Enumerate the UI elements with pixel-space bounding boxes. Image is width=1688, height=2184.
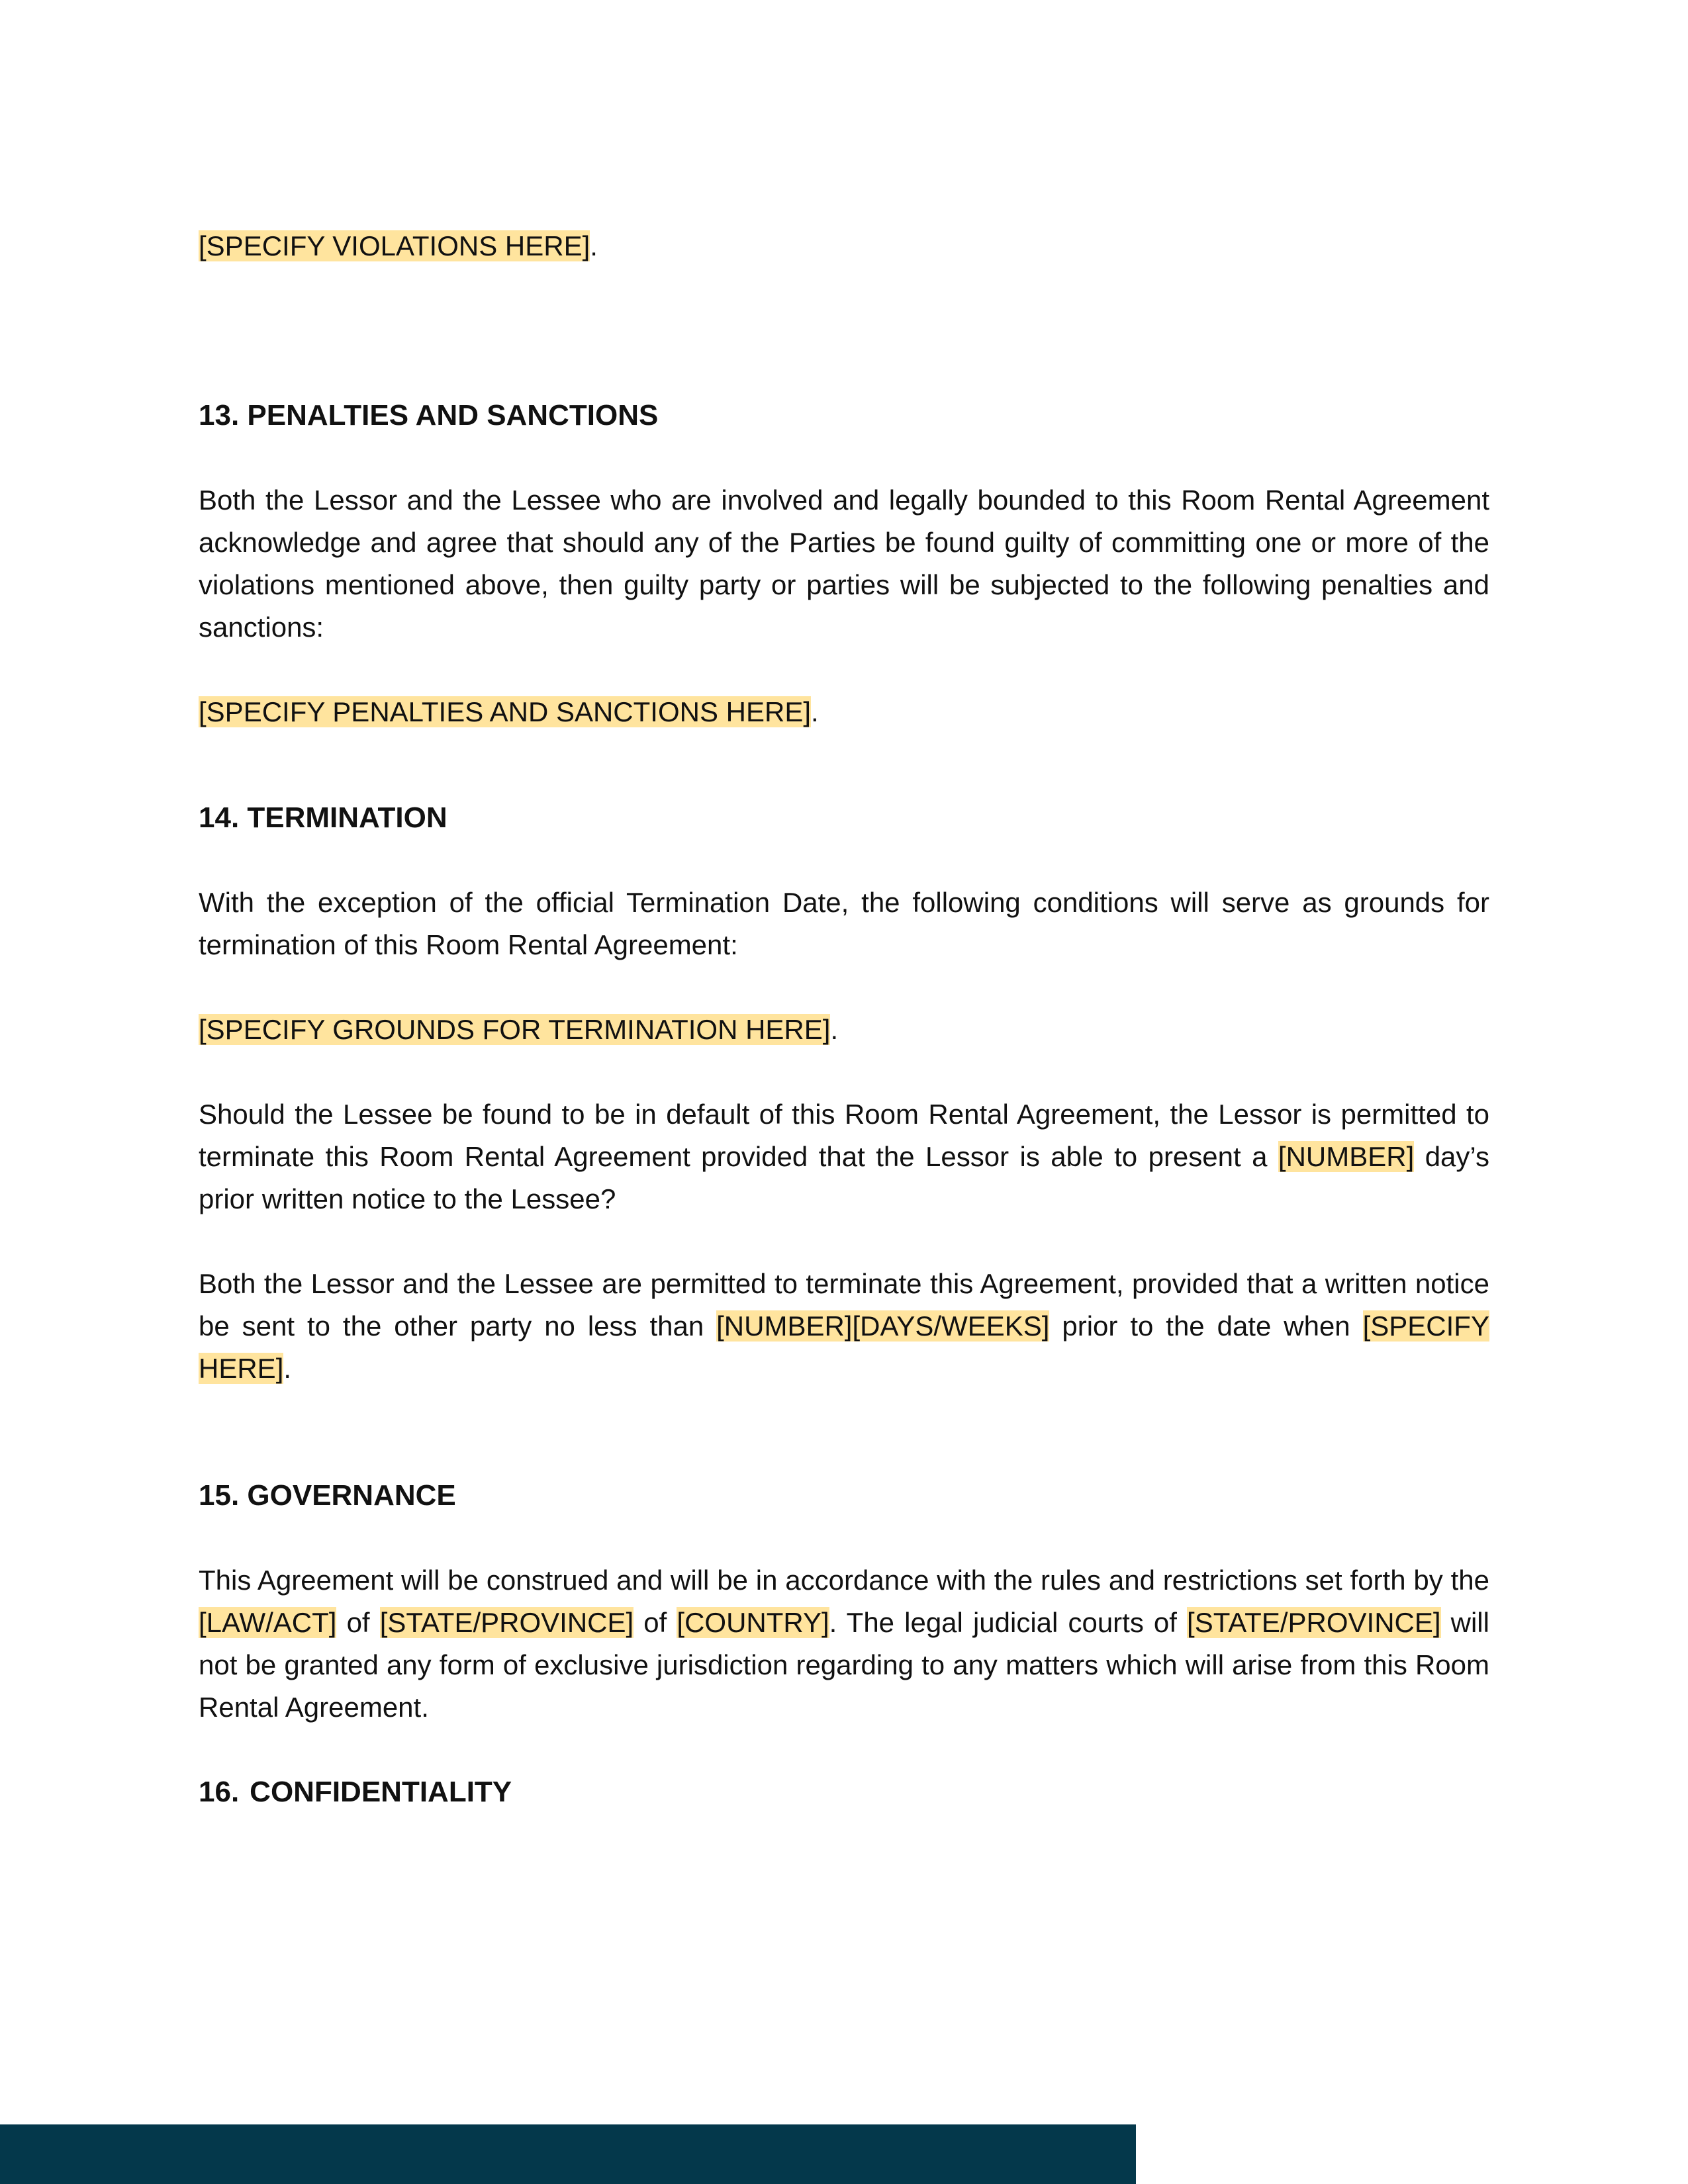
penalties-placeholder-paragraph (199, 691, 1489, 733)
period: . (830, 1014, 839, 1045)
placeholder-number: [NUMBER] (1278, 1141, 1415, 1172)
placeholder-law-act: [LAW/ACT] (199, 1607, 337, 1638)
section-number: 16. (199, 1776, 240, 1808)
termination-paragraph-2 (199, 1093, 1489, 1220)
text-segment: prior to the date when (1049, 1310, 1363, 1342)
placeholder-specify-grounds: [SPECIFY GROUNDS FOR TERMINATION HERE] (199, 1014, 831, 1045)
section-title: CONFIDENTIALITY (250, 1776, 512, 1808)
text-segment: of (336, 1607, 380, 1638)
termination-placeholder-paragraph (199, 1009, 1489, 1051)
governance-paragraph (199, 1559, 1489, 1729)
termination-paragraph-1: With the exception of the official Termination Date, the following conditions will serve as grounds for termination of this Room Rental Agreement: (199, 887, 1489, 960)
period: . (590, 230, 598, 261)
text-segment: . The legal judicial courts of (829, 1607, 1188, 1638)
text-segment: will not be granted any form of exclusive jurisdiction regarding to any matters which will arise from this Room Rental Agreement. (199, 1607, 1489, 1723)
violations-placeholder-paragraph (199, 225, 1489, 267)
footer-bar (0, 2124, 1136, 2184)
placeholder-state-province-courts: [STATE/PROVINCE] (1187, 1607, 1441, 1638)
document-body (199, 225, 1489, 1813)
heading-governance: 15. GOVERNANCE (199, 1479, 456, 1512)
text-segment: Both the Lessor and the Lessee are permitted to terminate this Agreement, provided that a written notice be sent to the other party no less than (199, 1268, 1489, 1342)
heading-termination: 14. TERMINATION (199, 801, 447, 834)
penalties-paragraph: Both the Lessor and the Lessee who are involved and legally bounded to this Room Rental Agreement acknowledge and agree that should any of the Parties be found guilty of committing one or more of the violations mentioned above, then guilty party or parties will be subjected to the following penalties and sanctions: (199, 484, 1489, 643)
placeholder-country: [COUNTRY] (677, 1607, 829, 1638)
placeholder-specify-penalties: [SPECIFY PENALTIES AND SANCTIONS HERE] (199, 696, 812, 727)
text-segment: This Agreement will be construed and will be in accordance with the rules and restrictions set forth by the (199, 1565, 1489, 1596)
text-segment: Should the Lessee be found to be in default of this Room Rental Agreement, the Lessor is permitted to terminate this Room Rental Agreement provided that the Lessor is able to present a (199, 1099, 1489, 1172)
heading-confidentiality (199, 1771, 1489, 1813)
placeholder-specify-violations: [SPECIFY VIOLATIONS HERE] (199, 230, 590, 261)
period: . (811, 696, 819, 727)
placeholder-state-province: [STATE/PROVINCE] (379, 1607, 634, 1638)
text-segment: day’s prior written notice to the Lessee? (199, 1141, 1489, 1214)
placeholder-number-days-weeks: [NUMBER][DAYS/WEEKS] (716, 1310, 1050, 1342)
placeholder-specify-here: [SPECIFY HERE] (199, 1310, 1489, 1384)
termination-paragraph-3 (199, 1263, 1489, 1390)
period: . (283, 1353, 292, 1384)
heading-penalties-and-sanctions: 13. PENALTIES AND SANCTIONS (199, 399, 659, 432)
text-segment: of (633, 1607, 677, 1638)
